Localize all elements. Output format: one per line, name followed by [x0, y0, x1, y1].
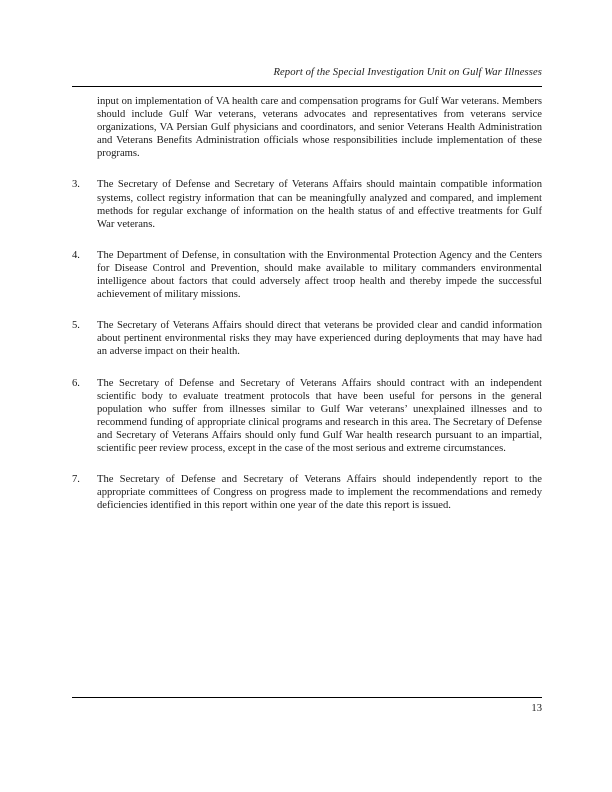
item-text: The Secretary of Defense and Secretary of Veterans Affairs should independently report to the appropriate committees of Congress on progress made to implement the recommendations and remedy deficiencies identified in this report within one year of the date this report is issued.: [97, 474, 542, 512]
page-content: [72, 95, 542, 530]
recommendation-item: [72, 249, 542, 301]
running-header-title: Report of the Special Investigation Unit on Gulf War Illnesses: [273, 67, 542, 78]
recommendation-item: [72, 178, 542, 230]
recommendation-item: [72, 473, 542, 512]
footer-rule: [72, 697, 542, 698]
item-number: 4.: [72, 249, 80, 261]
item-number: 6.: [72, 377, 80, 389]
header-rule: [72, 86, 542, 87]
item-text: The Secretary of Defense and Secretary of Veterans Affairs should maintain compatible information systems, collect registry information that can be meaningfully analyzed and compared, and implement methods for regular exchange of information on the health status of and effective treatments for Gulf War veterans.: [97, 179, 542, 230]
item-text: The Secretary of Veterans Affairs should direct that veterans be provided clear and candid information about pertinent environmental risks they may have experienced during deployments that may have had an adverse impact on their health.: [97, 320, 542, 358]
recommendation-item: [72, 377, 542, 456]
item-text: The Secretary of Defense and Secretary of Veterans Affairs should contract with an independent scientific body to evaluate treatment protocols that have been useful for persons in the general population who suffer from illnesses similar to Gulf War veterans’ unexplained illnesses and to recommend funding of appropriate clinical programs and research in this area. The Secretary of Defense and Secretary of Veterans Affairs should only fund Gulf War health research pursuant to an impartial, scientific peer review process, except in the case of the most serious and extreme circumstances.: [97, 377, 542, 454]
continuation-paragraph: input on implementation of VA health care and compensation programs for Gulf War veterans. Members should include Gulf War veterans, veterans advocates and representatives from veterans service organizations, VA Persian Gulf physicians and coordinators, and senior Veterans Health Administration and Veterans Benefits Administration officials whose responsibilities include implementation of these programs.: [97, 96, 542, 160]
item-number: 3.: [72, 179, 80, 191]
page-number: 13: [531, 703, 542, 714]
item-text: The Department of Defense, in consultation with the Environmental Protection Agency and the Centers for Disease Control and Prevention, should make available to military commanders environmental intelligence about factors that could adversely affect troop health and thereby impede the successful achievement of military missions.: [97, 249, 542, 301]
recommendation-item: [72, 319, 542, 358]
item-number: 5.: [72, 320, 80, 332]
item-number: 7.: [72, 474, 80, 486]
recommendation-list: [72, 178, 542, 512]
